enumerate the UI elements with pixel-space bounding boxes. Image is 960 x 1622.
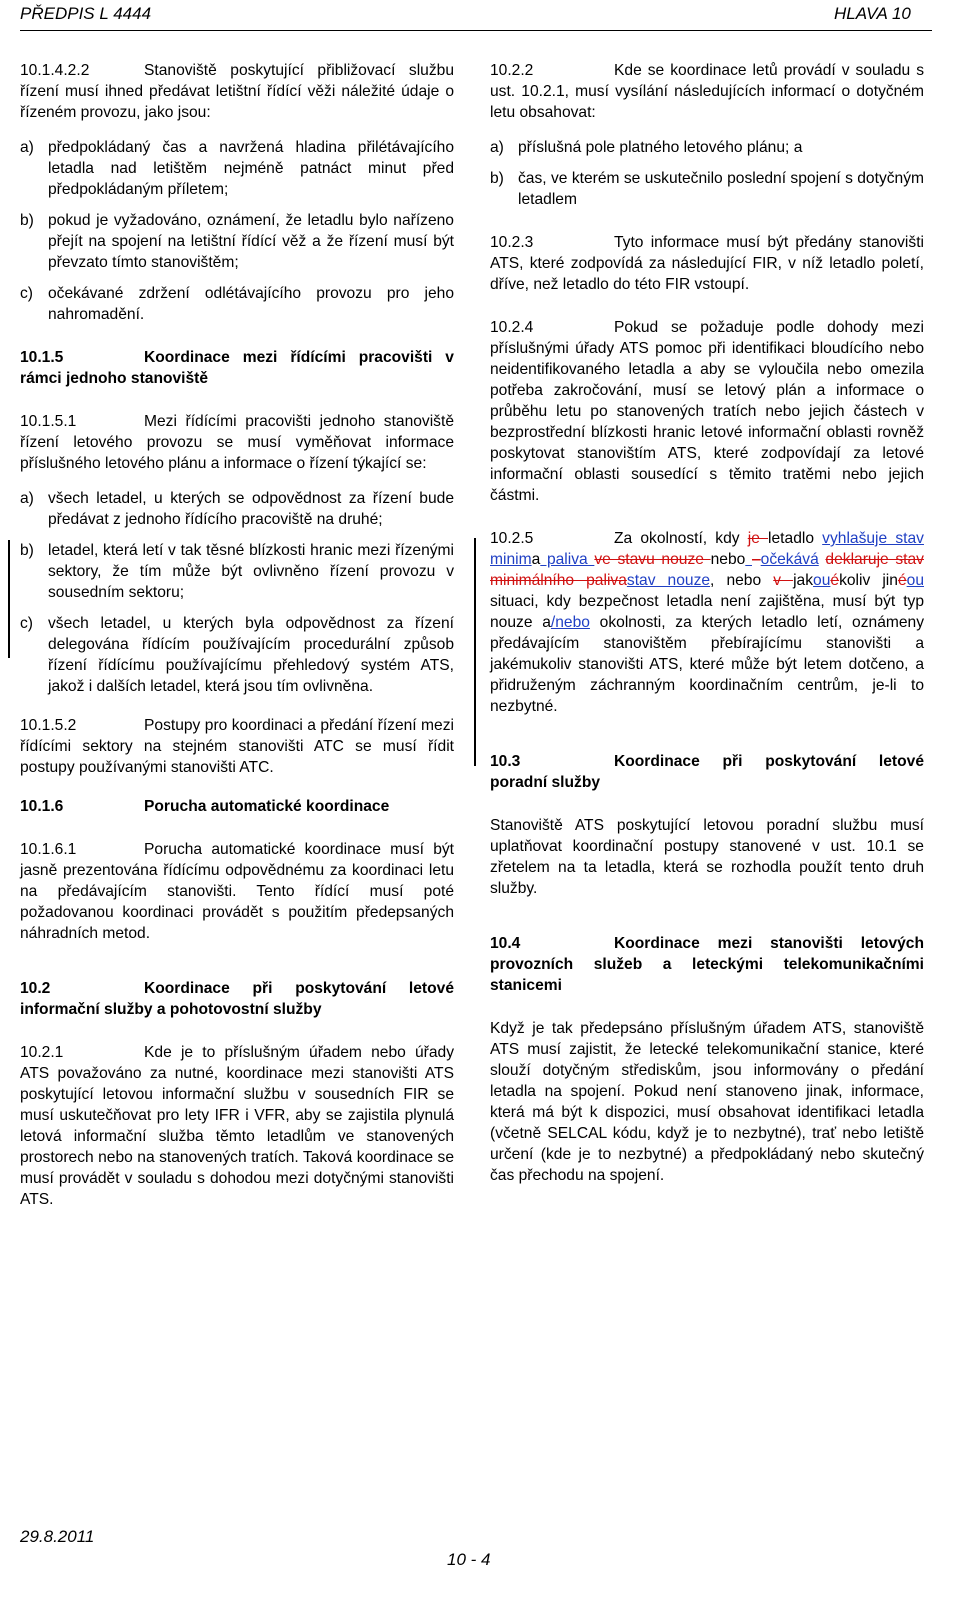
- list-text: všech letadel, u kterých byla odpovědnost za řízení delegována řídícím používajícím procedurální způsob řízení řídícímu používajícímu přehledový systém ATS, jakož i dalších letadel, která jsou tím ovlivněna.: [48, 615, 454, 695]
- list-text: příslušná pole platného letového plánu; a: [518, 139, 803, 156]
- list-label: a): [490, 139, 504, 156]
- deleted-text: –: [751, 551, 761, 568]
- deleted-text: é: [830, 572, 840, 589]
- paragraph-10-2-4: [490, 317, 924, 506]
- deleted-text: je: [747, 530, 769, 547]
- paragraph-10-2-5: [490, 528, 924, 717]
- change-bar-left: [8, 540, 10, 658]
- inserted-text: ou: [906, 572, 924, 589]
- section-number: 10.1.4.2.2: [20, 62, 90, 79]
- paragraph-text: Když je tak předepsáno příslušným úřadem ATS, stanoviště ATS musí zajistit, že letecké telekomunikační stanice, které slouží dotyčným střediskům, jsou informovány o předání letadla na spojení. Pokud není stanoveno jinak, informace, která má být k dispozici, musí obsahovat identifikaci letadla (včetně SELCAL kódu, když je to nezbytné), trať nebo letiště určení (kde je to nezbytné) a předpokládaný nebo skutečný čas přechodu na spojení.: [490, 1020, 924, 1184]
- list-item: [20, 283, 454, 325]
- section-number: 10.3: [490, 753, 521, 770]
- inserted-text: paliva: [540, 551, 595, 568]
- section-number: 10.2: [20, 980, 51, 997]
- paragraph-text: Postupy pro koordinaci a předání řízení mezi řídícími sektory na stejném stanovišti ATC se musí řídit postupy používanými stanovišti ATC.: [20, 717, 454, 776]
- inserted-text: /nebo: [550, 614, 590, 631]
- heading-text: Koordinace mezi řídícími pracovišti v rámci jednoho stanoviště: [20, 349, 454, 387]
- paragraph-text: Porucha automatické koordinace musí být jasně prezentována řídícímu odpovědnému za koordinaci letu na předávajícím stanovišti. Tento řídící musí poté požadovanou koordinaci provádět s použitím předepsaných náhradních metod.: [20, 841, 454, 942]
- deleted-text: ve stavu nouze: [594, 551, 711, 568]
- section-number: 10.2.3: [490, 234, 534, 251]
- list-text: čas, ve kterém se uskutečnilo poslední spojení s dotyčným letadlem: [518, 170, 924, 208]
- section-number: 10.2.2: [490, 62, 534, 79]
- text-segment: nebo: [710, 551, 746, 568]
- change-bar-right: [474, 538, 476, 766]
- heading-text: Porucha automatické koordinace: [144, 798, 390, 815]
- paragraph-10-1-5-2: [20, 715, 454, 778]
- list-text: letadel, která letí v tak těsné blízkosti hranic mezi řízenými sektory, že tím může být ovlivněno řízení provozu v sousedním sektoru;: [48, 542, 454, 601]
- paragraph-10-2-3: [490, 232, 924, 295]
- paragraph-10-1-6-1: [20, 839, 454, 944]
- deleted-text: é: [897, 572, 907, 589]
- deleted-text: deklaruje stav minimálního paliva: [490, 551, 924, 589]
- text-segment: a: [531, 551, 541, 568]
- paragraph-text: Kde se koordinace letů provádí v souladu s ust. 10.2.1, musí vysílání následujících informací o dotyčném letu obsahovat:: [490, 62, 924, 121]
- list-item: [20, 210, 454, 273]
- list-label: c): [20, 285, 33, 302]
- heading-text: Koordinace při poskytování letové informační služby a pohotovostní služby: [20, 980, 454, 1018]
- section-number: 10.1.6.1: [20, 841, 77, 858]
- header-title: PŘEDPIS L 4444: [20, 4, 152, 23]
- list-item: [20, 488, 454, 530]
- text-segment: okolnosti, za kterých letadlo letí, oznámeny předávajícím stanovištěm přebírajícímu stanovišti a jakémukoliv stanovišti ATS, které může být letem dotčeno, a přidruženým záchranným koordinačním centrům, je-li to nezbytné.: [490, 614, 924, 715]
- list-text: pokud je vyžadováno, oznámení, že letadlu bylo nařízeno přejít na spojení na letištní řídící věž a že řízení musí být převzato tímto stanovištěm;: [48, 212, 454, 271]
- text-segment: , nebo: [710, 572, 774, 589]
- list-text: předpokládaný čas a navržená hladina přilétávajícího letadla nad letištěm nejméně patnáct minut před předpokládaným příletem;: [48, 139, 454, 198]
- heading-10-3: [490, 751, 924, 793]
- list-label: c): [20, 615, 33, 632]
- heading-10-4: [490, 933, 924, 996]
- paragraph-10-2-1: [20, 1042, 454, 1210]
- right-column: [490, 60, 924, 1200]
- heading-10-1-6: [20, 796, 454, 817]
- section-number: 10.1.6: [20, 798, 64, 815]
- section-number: 10.1.5.1: [20, 413, 77, 430]
- heading-text: Koordinace při poskytování letové poradní služby: [490, 753, 924, 791]
- footer-date: 29.8.2011: [20, 1527, 95, 1546]
- text-segment: koliv jin: [839, 572, 898, 589]
- paragraph-text: Kde je to příslušným úřadem nebo úřady ATS považováno za nutné, koordinace mezi stanovišti ATS poskytující letovou informační službu v sousedních FIR se musí uskutečňovat pro lety IFR i VFR, aby se zajistila plynulá letová informační služba těmto letadlům ve stanovených prostorech nebo na stanovených tratích. Taková koordinace se musí provádět v souladu s dohodou mezi dotyčnými stanovišti ATS.: [20, 1044, 454, 1208]
- paragraph-10-1-4-2-2: [20, 60, 454, 123]
- heading-text: Koordinace mezi stanovišti letových provozních služeb a leteckými telekomunikačními stanicemi: [490, 935, 924, 994]
- paragraph-text: Stanoviště poskytující přibližovací službu řízení musí ihned předávat letištní řídící věži náležité údaje o řízeném provozu, jako jsou:: [20, 62, 454, 121]
- inserted-text: ou: [813, 572, 831, 589]
- list-label: a): [20, 139, 34, 156]
- text-segment: situaci, kdy bezpečnost letadla není zajištěna, musí být typ nouze a: [490, 593, 924, 631]
- heading-10-1-5: [20, 347, 454, 389]
- section-number: 10.2.4: [490, 319, 534, 336]
- paragraph-10-1-5-1: [20, 411, 454, 474]
- list-item: [490, 137, 924, 158]
- inserted-text: [745, 551, 752, 568]
- header-rule: [20, 30, 932, 31]
- list-label: b): [20, 542, 34, 559]
- list-item: [490, 168, 924, 210]
- paragraph-text: Stanoviště ATS poskytující letovou poradní službu musí uplatňovat koordinační postupy stanovené v ust. 10.1 se zřetelem na ta letadla, která se rozhodla použít tento druh služby.: [490, 817, 924, 897]
- header-chapter: HLAVA 10: [834, 4, 911, 23]
- text-segment: Za okolností, kdy: [614, 530, 748, 547]
- section-number: 10.1.5: [20, 349, 64, 366]
- list-label: b): [490, 170, 504, 187]
- deleted-text: v: [773, 572, 794, 589]
- inserted-text: vyhlašuje stav minim: [490, 530, 924, 568]
- list-label: b): [20, 212, 34, 229]
- list-label: a): [20, 490, 34, 507]
- paragraph-text: Mezi řídícími pracovišti jednoho stanoviště řízení letového provozu se musí vyměňovat informace příslušného letového plánu a informace o řízení týkající se:: [20, 413, 454, 472]
- list-text: všech letadel, u kterých se odpovědnost za řízení bude předávat z jednoho řídícího pracoviště na druhé;: [48, 490, 454, 528]
- paragraph-10-2-2: [490, 60, 924, 123]
- inserted-text: stav nouze: [626, 572, 711, 589]
- page-number: 10 - 4: [447, 1550, 491, 1569]
- section-number: 10.1.5.2: [20, 717, 77, 734]
- list-item: [20, 137, 454, 200]
- paragraph-10-3: [490, 815, 924, 899]
- section-number: 10.4: [490, 935, 521, 952]
- inserted-text: očekává: [760, 551, 819, 568]
- list-text: očekávané zdržení odlétávajícího provozu pro jeho nahromadění.: [48, 285, 454, 323]
- left-column: [20, 60, 454, 1224]
- heading-10-2: [20, 978, 454, 1020]
- paragraph-10-4: [490, 1018, 924, 1186]
- list-item: [20, 613, 454, 697]
- list-item: [20, 540, 454, 603]
- text-segment: jak: [793, 572, 814, 589]
- section-number: 10.2.1: [20, 1044, 64, 1061]
- paragraph-text: Pokud se požaduje podle dohody mezi příslušnými úřady ATS pomoc při identifikaci bloudícího nebo neidentifikovaného letadla a aby se vyloučila nebo omezila potřeba zakročování, musí se letový plán a informace o průběhu letu po stanovených tratích nebo jejich částech v bezprostřední blízkosti hranic letové informační oblasti rovněž poskytovat stanovištím ATS, které zodpovídají za letové informační oblasti sousedící s těmito tratěmi nebo jejich částmi.: [490, 319, 924, 504]
- text-segment: letadlo: [768, 530, 823, 547]
- paragraph-text: Tyto informace musí být předány stanovišti ATS, které zodpovídá za následující FIR, v níž letadlo poletí, dříve, než letadlo do této FIR vstoupí.: [490, 234, 924, 293]
- section-number: 10.2.5: [490, 530, 534, 547]
